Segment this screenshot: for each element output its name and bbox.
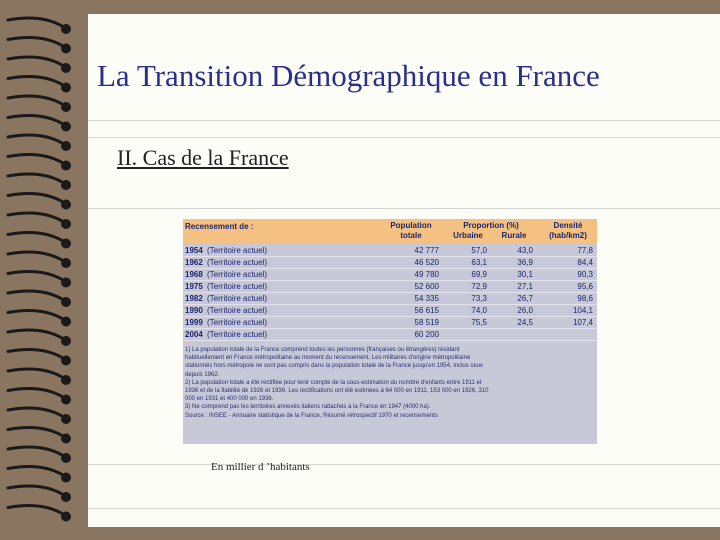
row-year: 1990 [185, 306, 203, 315]
note-line: 1936 et de la fiabilité de 1926 et 1936. Les rectifications ont été estimées à 64 000 en 1911, 153 000 en 1926, 310 [185, 388, 489, 395]
table-notes [185, 346, 595, 420]
table-row [183, 317, 597, 329]
page-rule [88, 464, 720, 465]
note-line: depuis 1962. [185, 371, 220, 378]
density-header-line2: (hab/km2) [549, 231, 587, 240]
row-population: 42 777 [414, 246, 439, 255]
row-year: 1954 [185, 246, 203, 255]
note-line: 3) Ne comprend pas les territoires annexés italiens rattachés à la France en 1947 (4000 ha). [185, 404, 431, 411]
row-urban: 73,3 [471, 294, 487, 303]
note-line: 1) La population totale de la France comprend toutes les personnes (françaises ou étrangères) résidant [185, 347, 460, 353]
note-line: stationnés hors métropole ne sont pas compris dans la population totale de la France jusqu'en 1954, inclus ceux [185, 363, 483, 370]
page-rule [88, 508, 720, 509]
row-label: (Territoire actuel) [207, 282, 268, 291]
table-row [183, 305, 597, 317]
row-density: 84,4 [577, 258, 593, 267]
note-line: 2) La population totale a été rectifiée pour tenir compte de la sous-estimation du nombre d'enfants entre 1911 et [185, 379, 482, 386]
row-population: 54 335 [414, 294, 439, 303]
census-header: Recensement de : [185, 222, 254, 231]
row-urban: 72,9 [471, 282, 487, 291]
row-population: 49 780 [414, 270, 439, 279]
row-density: 90,3 [577, 270, 593, 279]
row-rural: 26,0 [517, 306, 533, 315]
table-row [183, 293, 597, 305]
table-row [183, 329, 597, 341]
row-density: 98,6 [577, 294, 593, 303]
note-line: 000 en 1931 et 400 000 en 1936. [185, 396, 274, 403]
table-header [183, 219, 597, 244]
population-header-line1: Population [390, 221, 432, 230]
row-density: 77,8 [577, 246, 593, 255]
population-header-line2: totale [400, 231, 422, 240]
row-urban: 74,0 [471, 306, 487, 315]
row-rural: 26,7 [517, 294, 533, 303]
row-density: 104,1 [572, 306, 593, 315]
census-table [183, 219, 597, 444]
row-urban: 63,1 [471, 258, 487, 267]
page-rule [88, 137, 720, 138]
proportion-header: Proportion (%) [463, 221, 519, 230]
row-year: 1968 [185, 270, 203, 279]
row-label: (Territoire actuel) [207, 258, 268, 267]
page-rule [88, 208, 720, 209]
note-line: Source : INSEE - Annuaire statistique de la France, Résumé rétrospectif 1970 et recensements [185, 412, 438, 419]
row-year: 1982 [185, 294, 203, 303]
row-year: 2004 [185, 330, 203, 339]
row-population: 56 615 [414, 306, 439, 315]
row-year: 1975 [185, 282, 203, 291]
table-row [183, 281, 597, 293]
spiral-binding-icon [0, 14, 96, 527]
row-label: (Territoire actuel) [207, 330, 268, 339]
row-rural: 27,1 [517, 282, 533, 291]
table-caption: En millier d ’habitants [211, 461, 310, 473]
row-population: 52 600 [414, 282, 439, 291]
row-population: 60 200 [414, 330, 439, 339]
row-label: (Territoire actuel) [207, 306, 268, 315]
density-header-line1: Densité [553, 221, 583, 230]
row-rural: 30,1 [517, 270, 533, 279]
row-rural: 36,9 [517, 258, 533, 267]
rural-header: Rurale [501, 231, 527, 240]
table-row [183, 245, 597, 257]
section-heading: II. Cas de la France [117, 145, 289, 170]
page-rule [88, 120, 720, 121]
row-population: 58 519 [414, 318, 439, 327]
row-urban: 75,5 [471, 318, 487, 327]
row-urban: 57,0 [471, 246, 487, 255]
row-label: (Territoire actuel) [207, 318, 268, 327]
row-year: 1962 [185, 258, 203, 267]
row-density: 107,4 [572, 318, 593, 327]
row-density: 95,6 [577, 282, 593, 291]
row-rural: 24,5 [517, 318, 533, 327]
row-population: 46 520 [414, 258, 439, 267]
row-label: (Territoire actuel) [207, 270, 268, 279]
row-year: 1999 [185, 318, 203, 327]
row-label: (Territoire actuel) [207, 294, 268, 303]
row-label: (Territoire actuel) [207, 246, 268, 255]
slide-title: La Transition Démographique en France [97, 58, 600, 93]
urban-header: Urbaine [453, 231, 483, 240]
row-urban: 69,9 [471, 270, 487, 279]
table-row [183, 269, 597, 281]
row-rural: 43,0 [517, 246, 533, 255]
table-row [183, 257, 597, 269]
note-line: habituellement en France métropolitaine au moment du recensement. Les militaires d'origine métropolitaine [185, 355, 471, 362]
